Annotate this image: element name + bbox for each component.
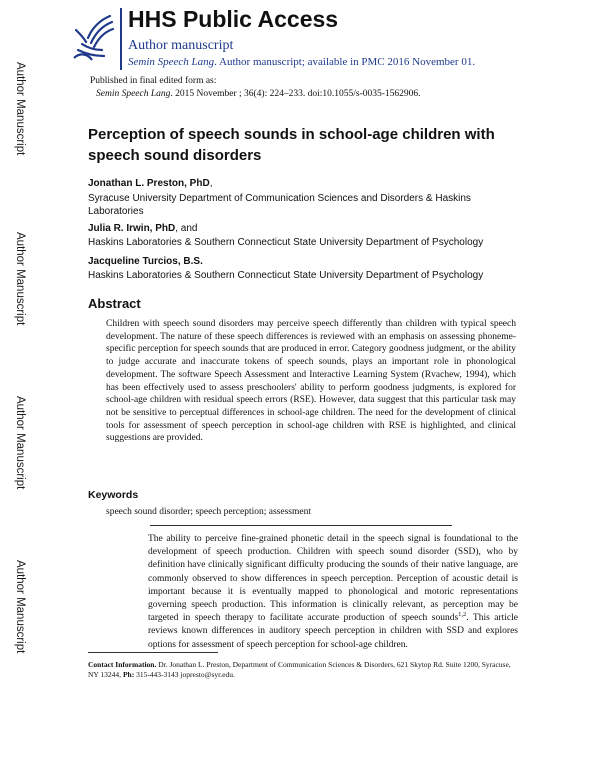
author-name <box>88 223 198 234</box>
footnote-text: Dr. Jonathan L. Preston, Department of Communication Sciences & Disorders, 621 Skytop Rd. Suite 1200, Syracuse, NY 13244, <box>88 660 511 679</box>
author-manuscript-side-label: Author Manuscript <box>14 62 26 156</box>
hhs-public-access-title: HHS Public Access <box>128 6 339 32</box>
author-name-text: Jacqueline Turcios, B.S. <box>88 256 203 267</box>
availability-text: . Author manuscript; available in PMC 2016 November 01. <box>214 56 476 68</box>
body-text-tail: . This article reviews known differences in auditory speech perception in children with SSD and explores options for assessment of speech perception for school-age children. <box>148 613 518 650</box>
contact-footnote <box>88 660 518 680</box>
hhs-eagle-logo <box>70 10 116 64</box>
author-manuscript-side-label: Author Manuscript <box>14 232 26 326</box>
author-name-text: Julia R. Irwin, PhD <box>88 223 176 234</box>
abstract-text: Children with speech sound disorders may perceive speech differently than children with typical speech development. The nature of these speech differences is reviewed with an emphasis on assessing phoneme-specific perception for speech sounds that are produced in error. Category goodness judgment, or the ability to judge accurate and inaccurate tokens of speech sounds, plays an important role in phonological development. The software Speech Assessment and Interactive Learning System (Rvachew, 1994), which has been effectively used to assess preschoolers' ability to perform goodness judgments, is explored for school-age children with residual speech errors (RSE). However, data suggest that this particular task may not be sensitive to perceptual differences in school-age children. The need for the development of clinical tools for assessment of speech perception in school-age children with RSE is highlighted, and clinical suggestions are provided. <box>106 319 516 444</box>
citation-details: . 2015 November ; 36(4): 224–233. doi:10.1055/s-0035-1562906. <box>170 89 421 99</box>
phone-email: 315-443-3143 jopresto@syr.edu. <box>134 670 235 679</box>
phone-label: Ph: <box>122 670 135 679</box>
published-label: Published in final edited form as: <box>90 76 217 86</box>
author-name <box>88 256 203 267</box>
keywords-text: speech sound disorder; speech perception; assessment <box>106 507 311 517</box>
section-divider <box>150 525 452 526</box>
footnote-label: Contact Information. <box>88 660 157 669</box>
author-name-text: Jonathan L. Preston, PhD <box>88 178 210 189</box>
abstract-heading: Abstract <box>88 296 141 311</box>
author-affiliation: Haskins Laboratories & Southern Connecticut State University Department of Psychology <box>88 237 484 248</box>
citation-superscript: 1,2 <box>458 611 467 619</box>
author-name <box>88 178 212 189</box>
author-affiliation: Haskins Laboratories & Southern Connecticut State University Department of Psychology <box>88 270 484 281</box>
author-manuscript-side-label: Author Manuscript <box>14 396 26 490</box>
author-name-suffix: , <box>209 178 213 189</box>
citation-journal: Semin Speech Lang <box>96 89 171 99</box>
body-text-main: The ability to perceive fine-grained phonetic detail in the speech signal is foundational to the development of speech production. Children with speech sound disorder (SSD), who by definition have clinically significant difficulty producing the sounds of their native language, are commonly observed to show differences in speech perception. Perception of acoustic detail is important because it is eventually mapped to phonological and motoric representations governing speech production. This information is clinically relevant, as perception may be targeted in speech therapy to facilitate accurate production of speech sounds <box>148 534 518 624</box>
journal-name: Semin Speech Lang <box>128 56 215 68</box>
author-manuscript-subtitle: Author manuscript <box>128 38 234 53</box>
author-manuscript-side-label: Author Manuscript <box>14 560 26 654</box>
author-affiliation: Syracuse University Department of Communication Sciences and Disorders & Haskins Laboratories <box>88 193 471 217</box>
article-title: Perception of speech sounds in school-age children with speech sound disorders <box>88 126 495 164</box>
footnote-divider <box>88 652 218 653</box>
pmc-availability-line <box>128 56 475 68</box>
body-paragraph <box>148 533 518 652</box>
author-name-suffix: , and <box>175 223 198 234</box>
keywords-heading: Keywords <box>88 489 139 501</box>
citation-line <box>96 89 421 99</box>
header-divider <box>120 8 122 70</box>
